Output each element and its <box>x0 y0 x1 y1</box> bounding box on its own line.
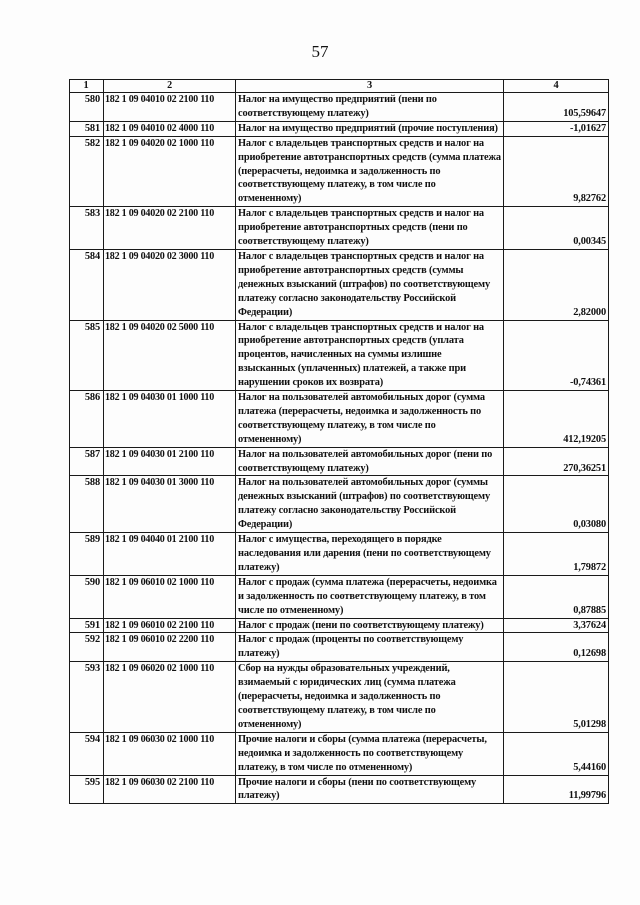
amount-value: -0,74361 <box>504 320 609 391</box>
row-number: 581 <box>70 121 104 136</box>
amount-value: 412,19205 <box>504 391 609 448</box>
row-number: 580 <box>70 93 104 122</box>
budget-code: 182 1 09 06020 02 1000 110 <box>104 662 236 733</box>
budget-table <box>69 79 609 804</box>
table-row <box>70 633 609 662</box>
income-name: Налог с владельцев транспортных средств и налог на приобретение автотранспортных средств (уплата процентов, начисленных на суммы излишне взысканных (уплаченных) платежей, а также при нарушении сроков их возврата) <box>236 320 504 391</box>
budget-code: 182 1 09 06010 02 1000 110 <box>104 575 236 618</box>
amount-value: 0,87885 <box>504 575 609 618</box>
income-name: Налог на пользователей автомобильных дорог (сумма платежа (перерасчеты, недоимка и задолженность по соответствующему платежу, в том числе по отмененному) <box>236 391 504 448</box>
amount-value: 5,44160 <box>504 732 609 775</box>
amount-value: 1,79872 <box>504 533 609 576</box>
budget-code: 182 1 09 04040 01 2100 110 <box>104 533 236 576</box>
budget-code: 182 1 09 04020 02 2100 110 <box>104 207 236 250</box>
row-number: 588 <box>70 476 104 533</box>
table-row <box>70 93 609 122</box>
income-name: Налог с продаж (сумма платежа (перерасчеты, недоимка и задолженность по соответствующему платежу, в том числе по отмененному) <box>236 575 504 618</box>
row-number: 582 <box>70 136 104 207</box>
budget-code: 182 1 09 04030 01 1000 110 <box>104 391 236 448</box>
income-name: Налог на имущество предприятий (прочие поступления) <box>236 121 504 136</box>
income-name: Прочие налоги и сборы (пени по соответствующему платежу) <box>236 775 504 804</box>
income-name: Налог с имущества, переходящего в порядке наследования или дарения (пени по соответствующему платежу) <box>236 533 504 576</box>
column-header-2: 2 <box>104 80 236 93</box>
table-row <box>70 207 609 250</box>
budget-code: 182 1 09 04030 01 3000 110 <box>104 476 236 533</box>
column-header-3: 3 <box>236 80 504 93</box>
table-row <box>70 320 609 391</box>
income-name: Налог на имущество предприятий (пени по соответствующему платежу) <box>236 93 504 122</box>
table-header-row <box>70 80 609 93</box>
table-row <box>70 121 609 136</box>
row-number: 585 <box>70 320 104 391</box>
page-number: 57 <box>311 42 329 61</box>
income-name: Прочие налоги и сборы (сумма платежа (перерасчеты, недоимка и задолженность по соответствующему платежу, в том числе по отмененному) <box>236 732 504 775</box>
amount-value: 3,37624 <box>504 618 609 633</box>
budget-code: 182 1 09 06010 02 2200 110 <box>104 633 236 662</box>
column-header-4: 4 <box>504 80 609 93</box>
budget-code: 182 1 09 04030 01 2100 110 <box>104 447 236 476</box>
amount-value: -1,01627 <box>504 121 609 136</box>
amount-value: 0,00345 <box>504 207 609 250</box>
amount-value: 9,82762 <box>504 136 609 207</box>
amount-value: 5,01298 <box>504 662 609 733</box>
income-name: Налог с продаж (проценты по соответствующему платежу) <box>236 633 504 662</box>
income-name: Налог с владельцев транспортных средств и налог на приобретение автотранспортных средств (суммы денежных взысканий (штрафов) по соответствующему платежу согласно законодательству Российской Федерации) <box>236 249 504 320</box>
income-name: Налог с владельцев транспортных средств и налог на приобретение автотранспортных средств (сумма платежа (перерасчеты, недоимка и задолженность по соответствующему платежу, в том числе по отмененному) <box>236 136 504 207</box>
income-name: Налог с владельцев транспортных средств и налог на приобретение автотранспортных средств (пени по соответствующему платежу) <box>236 207 504 250</box>
table-row <box>70 249 609 320</box>
amount-value: 0,03080 <box>504 476 609 533</box>
row-number: 584 <box>70 249 104 320</box>
column-header-1: 1 <box>70 80 104 93</box>
row-number: 589 <box>70 533 104 576</box>
income-name: Сбор на нужды образовательных учреждений, взимаемый с юридических лиц (сумма платежа (перерасчеты, недоимка и задолженность по соответствующему платежу, в том числе по отмененному) <box>236 662 504 733</box>
table-row <box>70 476 609 533</box>
budget-code: 182 1 09 06030 02 2100 110 <box>104 775 236 804</box>
row-number: 583 <box>70 207 104 250</box>
amount-value: 11,99796 <box>504 775 609 804</box>
table-row <box>70 447 609 476</box>
budget-code: 182 1 09 04020 02 5000 110 <box>104 320 236 391</box>
row-number: 587 <box>70 447 104 476</box>
table-row <box>70 618 609 633</box>
budget-code: 182 1 09 04010 02 2100 110 <box>104 93 236 122</box>
budget-code: 182 1 09 04020 02 3000 110 <box>104 249 236 320</box>
table-row <box>70 732 609 775</box>
budget-code: 182 1 09 04020 02 1000 110 <box>104 136 236 207</box>
budget-code: 182 1 09 04010 02 4000 110 <box>104 121 236 136</box>
row-number: 591 <box>70 618 104 633</box>
income-name: Налог на пользователей автомобильных дорог (суммы денежных взысканий (штрафов) по соответствующему платежу согласно законодательству Российской Федерации) <box>236 476 504 533</box>
income-name: Налог с продаж (пени по соответствующему платежу) <box>236 618 504 633</box>
row-number: 590 <box>70 575 104 618</box>
income-name: Налог на пользователей автомобильных дорог (пени по соответствующему платежу) <box>236 447 504 476</box>
amount-value: 270,36251 <box>504 447 609 476</box>
budget-code: 182 1 09 06030 02 1000 110 <box>104 732 236 775</box>
row-number: 586 <box>70 391 104 448</box>
amount-value: 105,59647 <box>504 93 609 122</box>
table-row <box>70 533 609 576</box>
table-row <box>70 136 609 207</box>
table-row <box>70 775 609 804</box>
budget-code: 182 1 09 06010 02 2100 110 <box>104 618 236 633</box>
table-row <box>70 662 609 733</box>
amount-value: 2,82000 <box>504 249 609 320</box>
table-row <box>70 391 609 448</box>
row-number: 594 <box>70 732 104 775</box>
row-number: 592 <box>70 633 104 662</box>
amount-value: 0,12698 <box>504 633 609 662</box>
table-row <box>70 575 609 618</box>
row-number: 593 <box>70 662 104 733</box>
row-number: 595 <box>70 775 104 804</box>
